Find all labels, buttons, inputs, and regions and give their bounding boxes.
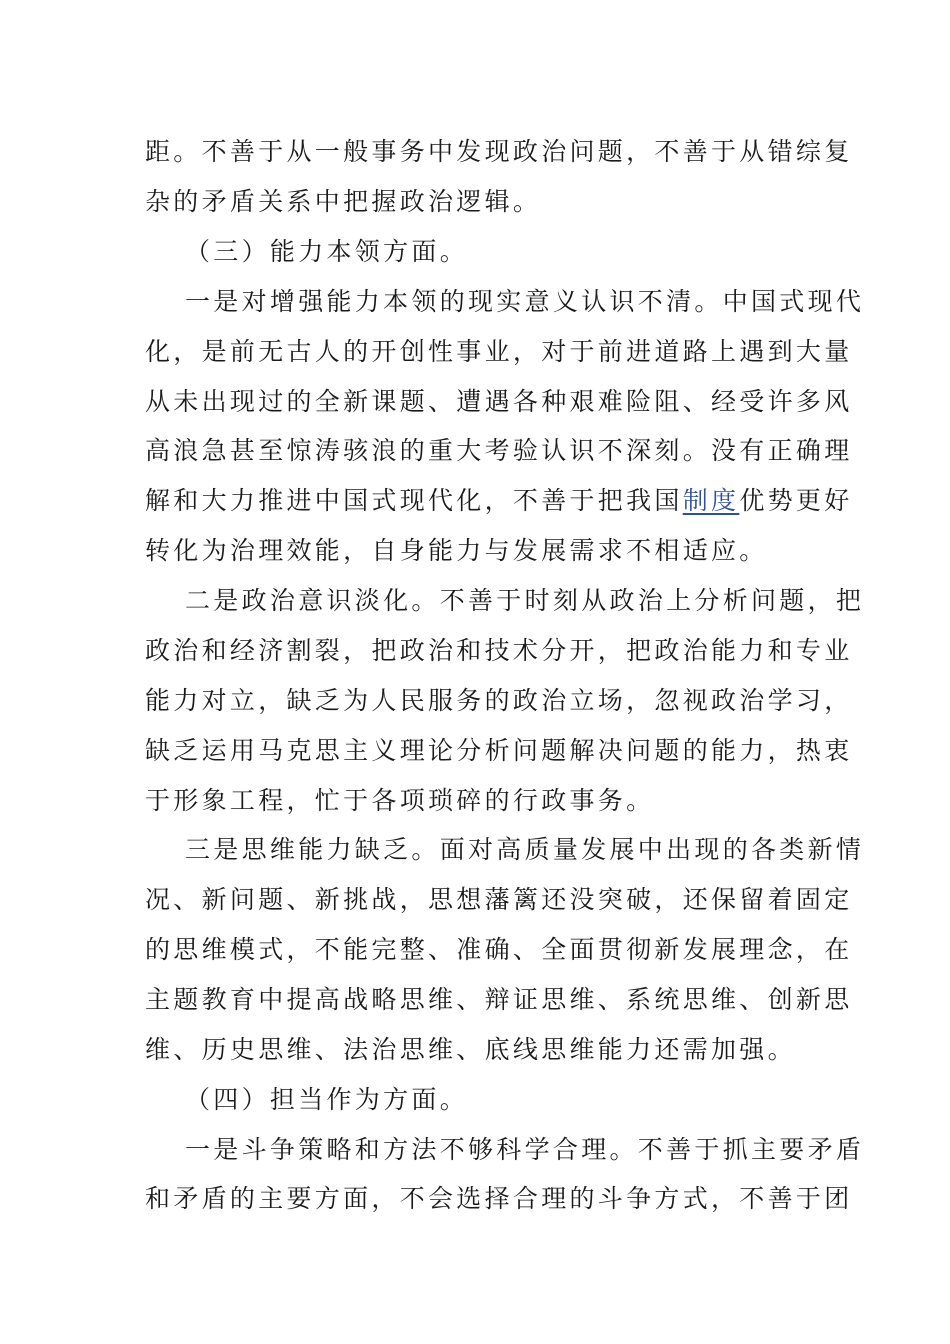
paragraph-line: 转化为治理效能，自身能力与发展需求不相适应。 [145,536,768,565]
paragraph-line: 一是斗争策略和方法不够科学合理。不善于抓主要矛盾 [185,1135,865,1164]
section-heading: （四）担当作为方面。 [185,1085,469,1114]
paragraph-line: 政治和经济割裂，把政治和技术分开，把政治能力和专业 [145,636,853,665]
paragraph-line: 高浪急甚至惊涛骇浪的重大考验认识不深刻。没有正确理 [145,436,853,465]
paragraph-line: 化，是前无古人的开创性事业，对于前进道路上遇到大量 [145,337,853,366]
paragraph-line: 维、历史思维、法治思维、底线思维能力还需加强。 [145,1035,796,1064]
paragraph-line: 杂的矛盾关系中把握政治逻辑。 [145,187,542,216]
paragraph-line: 三是思维能力缺乏。面对高质量发展中出现的各类新情 [185,835,865,864]
line-text-after: 优势更好 [739,486,853,515]
paragraph-line: 距。不善于从一般事务中发现政治问题，不善于从错综复 [145,137,853,166]
paragraph-line: 主题教育中提高战略思维、辩证思维、系统思维、创新思 [145,985,853,1014]
line-text-before: 解和大力推进中国式现代化，不善于把我国 [145,486,683,515]
paragraph-line: 和矛盾的主要方面，不会选择合理的斗争方式，不善于团 [145,1184,853,1213]
paragraph-line: 从未出现过的全新课题、遭遇各种艰难险阻、经受许多风 [145,387,853,416]
hyperlink-zhidu[interactable]: 制度 [682,486,740,515]
paragraph-line: 二是政治意识淡化。不善于时刻从政治上分析问题，把 [185,586,865,615]
section-heading: （三）能力本领方面。 [185,237,469,266]
paragraph-line: 缺乏运用马克思主义理论分析问题解决问题的能力，热衷 [145,736,853,765]
paragraph-line: 于形象工程，忙于各项琐碎的行政事务。 [145,786,655,815]
paragraph-line [0,486,950,516]
paragraph-line: 况、新问题、新挑战，思想藩篱还没突破，还保留着固定 [145,885,853,914]
paragraph-line: 一是对增强能力本领的现实意义认识不清。中国式现代 [185,287,865,316]
paragraph-line: 能力对立，缺乏为人民服务的政治立场，忽视政治学习， [145,686,853,715]
paragraph-line: 的思维模式，不能完整、准确、全面贯彻新发展理念，在 [145,935,853,964]
